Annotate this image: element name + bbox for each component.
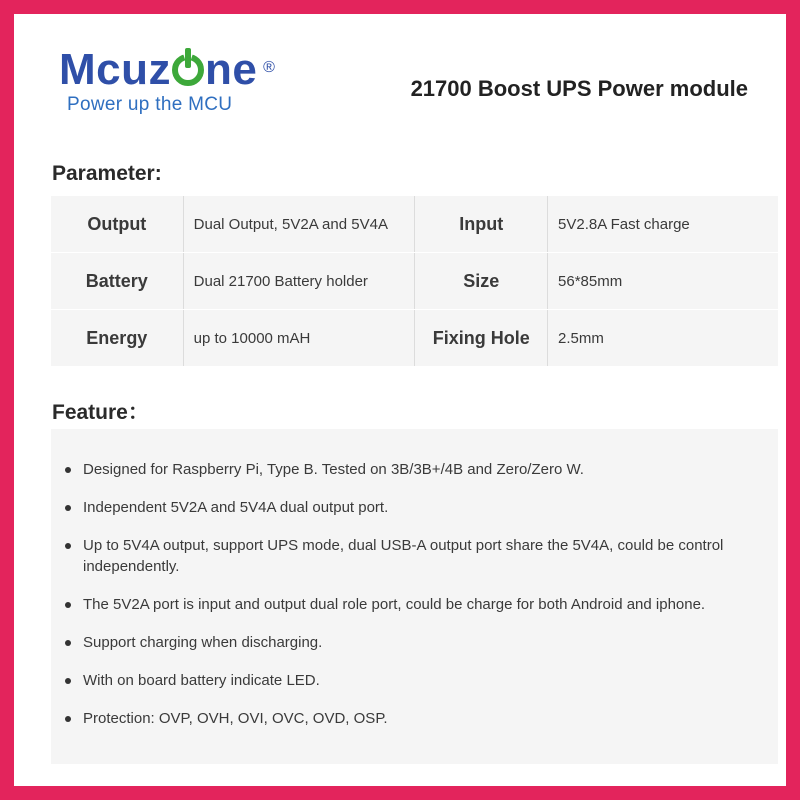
logo-wordmark <box>59 44 276 96</box>
feature-heading: Feature： <box>52 401 149 424</box>
param-value: Dual Output, 5V2A and 5V4A <box>183 196 415 253</box>
param-key: Fixing Hole <box>415 310 548 367</box>
bullet-icon <box>65 467 71 473</box>
registered-mark: ® <box>263 59 276 76</box>
table-row <box>51 196 778 253</box>
list-item: Up to 5V4A output, support UPS mode, dual USB-A output port share the 5V4A, could be control independently. <box>63 535 762 577</box>
table-row <box>51 253 778 310</box>
parameter-heading: Parameter: <box>52 162 162 185</box>
feature-list <box>51 429 778 729</box>
product-title: 21700 Boost UPS Power module <box>410 76 748 101</box>
param-key: Output <box>51 196 183 253</box>
bullet-icon <box>65 678 71 684</box>
list-item: Designed for Raspberry Pi, Type B. Tested on 3B/3B+/4B and Zero/Zero W. <box>63 459 762 480</box>
list-item: Independent 5V2A and 5V4A dual output port. <box>63 497 762 518</box>
param-value: 5V2.8A Fast charge <box>548 196 778 253</box>
table-row <box>51 310 778 367</box>
param-key: Energy <box>51 310 183 367</box>
param-value: 2.5mm <box>548 310 778 367</box>
list-item: Protection: OVP, OVH, OVI, OVC, OVD, OSP. <box>63 708 762 729</box>
param-key: Battery <box>51 253 183 310</box>
bullet-icon <box>65 505 71 511</box>
power-icon <box>172 54 204 86</box>
param-key: Size <box>415 253 548 310</box>
bullet-icon <box>65 543 71 549</box>
param-key: Input <box>415 196 548 253</box>
param-value: up to 10000 mAH <box>183 310 415 367</box>
logo-text-prefix: Mcuz <box>59 45 171 94</box>
bullet-icon <box>65 602 71 608</box>
logo-tagline: Power up the MCU <box>67 94 233 115</box>
param-value: Dual 21700 Battery holder <box>183 253 415 310</box>
list-item: With on board battery indicate LED. <box>63 670 762 691</box>
brand-logo <box>59 44 276 116</box>
bullet-icon <box>65 716 71 722</box>
feature-panel <box>51 429 778 764</box>
list-item: Support charging when discharging. <box>63 632 762 653</box>
logo-text-suffix: ne <box>205 45 258 94</box>
bullet-icon <box>65 640 71 646</box>
param-value: 56*85mm <box>548 253 778 310</box>
list-item: The 5V2A port is input and output dual role port, could be charge for both Android and iphone. <box>63 594 762 615</box>
parameter-table <box>51 196 778 367</box>
